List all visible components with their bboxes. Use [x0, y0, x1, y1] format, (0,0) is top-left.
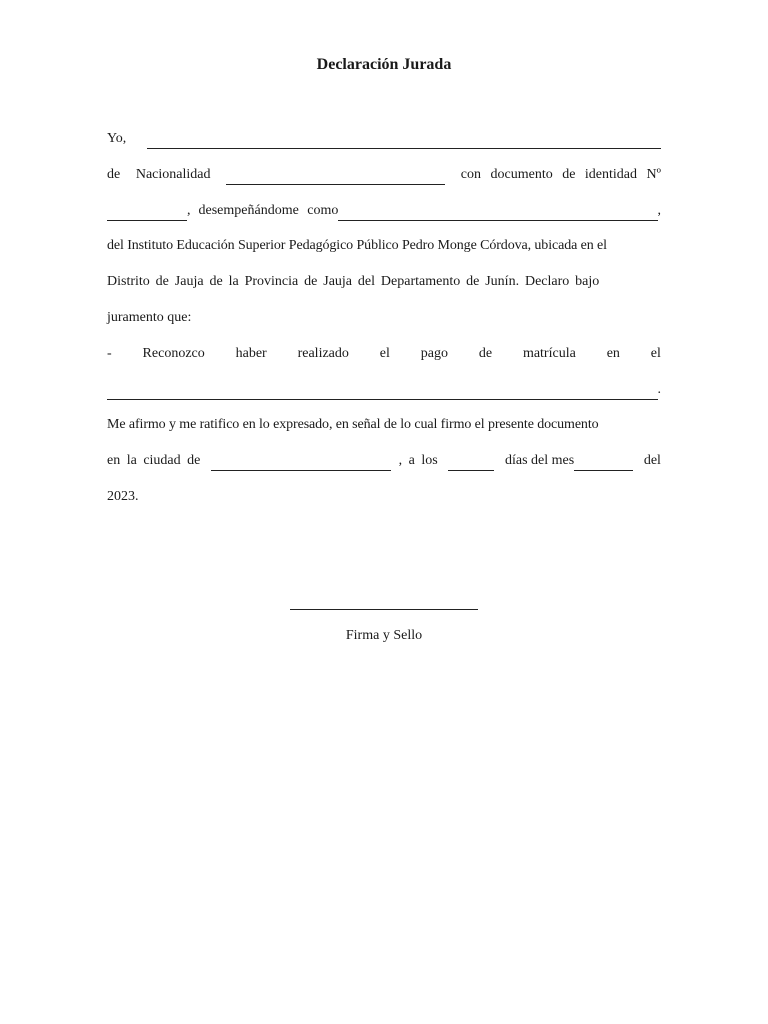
line-payment-blank: [107, 380, 661, 400]
city-blank[interactable]: [211, 455, 391, 471]
payment-word: matrícula: [522, 346, 576, 361]
month-label: días del mes: [504, 453, 575, 468]
payment-word: -: [107, 346, 112, 361]
days-label: , a los: [398, 453, 438, 468]
payment-word: de: [478, 346, 493, 361]
line-institute: del Instituto Educación Superior Pedagógico Público Pedro Monge Córdova, ubicada en el: [107, 238, 607, 253]
name-prefix: Yo,: [107, 131, 127, 146]
days-blank[interactable]: [448, 455, 494, 471]
line-year: 2023.: [107, 489, 139, 504]
year-label: del: [643, 453, 661, 468]
nationality-word-de: de: [107, 167, 121, 182]
payment-word: Reconozco: [142, 346, 205, 361]
payment-word: pago: [420, 346, 448, 361]
id-number-blank[interactable]: [107, 205, 187, 221]
payment-end: .: [657, 382, 661, 397]
line-name: [107, 129, 661, 149]
document-title: Declaración Jurada: [316, 56, 452, 73]
line-oath: juramento que:: [107, 310, 192, 325]
signature-label: Firma y Sello: [345, 628, 423, 643]
payment-word: haber: [235, 346, 267, 361]
id-label: con documento de identidad Nº: [460, 167, 661, 182]
payment-place-blank[interactable]: [107, 384, 658, 400]
line-id-position: [107, 201, 661, 221]
nationality-label: Nacionalidad: [135, 167, 211, 182]
month-blank[interactable]: [574, 455, 633, 471]
payment-word: en: [606, 346, 620, 361]
signature-line[interactable]: [290, 609, 478, 610]
line-ratify: Me afirmo y me ratifico en lo expresado, en señal de lo cual firmo el presente documento: [107, 417, 599, 432]
month-group: [505, 451, 633, 471]
id-sep: ,: [187, 203, 191, 218]
city-label: en la ciudad de: [107, 453, 201, 468]
position-label: desempeñándome como: [198, 203, 339, 218]
line-city-date: [107, 451, 661, 471]
position-sep: ,: [657, 203, 661, 218]
payment-word: el: [650, 346, 661, 361]
line-nationality: [107, 165, 661, 185]
position-blank[interactable]: [338, 205, 657, 221]
line-district: Distrito de Jauja de la Provincia de Jauja del Departamento de Junín. Declaro bajo: [107, 274, 600, 289]
name-blank[interactable]: [147, 133, 661, 149]
payment-word: el: [379, 346, 390, 361]
payment-word: realizado: [297, 346, 349, 361]
line-payment: [107, 344, 661, 364]
nationality-blank[interactable]: [226, 169, 445, 185]
